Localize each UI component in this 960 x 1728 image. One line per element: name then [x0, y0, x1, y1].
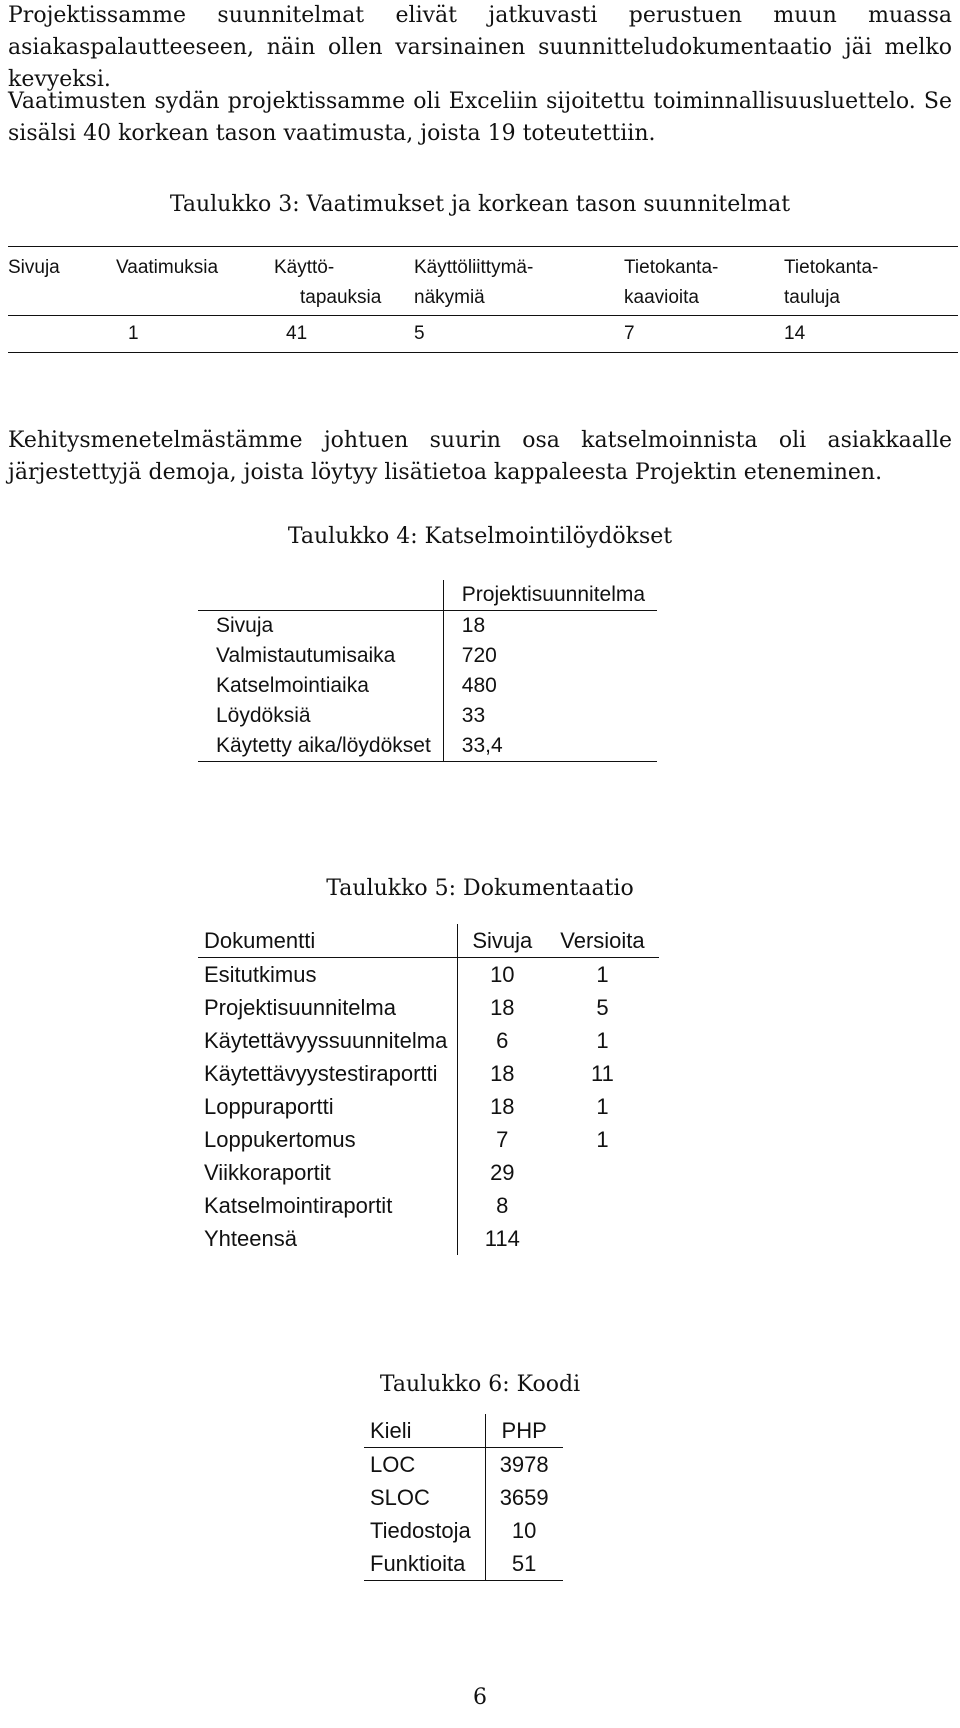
table4-value: 720 — [461, 644, 497, 667]
table5-row — [198, 1057, 659, 1090]
table5-document: Käytettävyyssuunnitelma — [198, 1024, 458, 1057]
table5-row — [198, 991, 659, 1024]
table3-cell: 7 — [624, 323, 635, 344]
table6-label: LOC — [364, 1448, 485, 1482]
table5-header-row — [198, 924, 659, 958]
table5-pages: 7 — [496, 1127, 509, 1152]
page-number: 6 — [473, 1685, 487, 1710]
table5-row — [198, 958, 659, 992]
table5-document: Loppukertomus — [198, 1123, 458, 1156]
table6-code — [364, 1414, 563, 1581]
table5-document: Esitutkimus — [198, 958, 458, 992]
table4-label: Sivuja — [198, 611, 443, 642]
table5-document: Loppuraportti — [198, 1090, 458, 1123]
table6-row — [364, 1514, 563, 1547]
table5-header-versions: Versioita — [560, 928, 645, 953]
table3-header-row — [8, 247, 958, 316]
table5-pages: 6 — [496, 1028, 509, 1053]
table5-versions: 5 — [596, 995, 609, 1020]
table4-review-findings — [198, 580, 657, 762]
table5-row — [198, 1090, 659, 1123]
table6-row — [364, 1448, 563, 1482]
table6-header-row — [364, 1414, 563, 1448]
table5-row — [198, 1156, 659, 1189]
table6-header-language: Kieli — [364, 1414, 485, 1448]
table5-pages: 18 — [490, 1061, 515, 1086]
table5-versions: 1 — [596, 962, 609, 987]
table4-value: 33 — [461, 704, 486, 727]
table5-document: Yhteensä — [198, 1222, 458, 1255]
table5-pages: 10 — [490, 962, 515, 987]
table5-versions — [546, 1156, 658, 1189]
table5-pages: 8 — [496, 1193, 509, 1218]
table4-row — [198, 671, 657, 701]
table4-label: Katselmointiaika — [198, 671, 443, 701]
paragraph-2: Vaatimusten sydän projektissamme oli Exceliin sijoitettu toiminnallisuusluettelo. Se sisälsi 40 korkean tason vaatimusta, joista 19 toteutettiin. — [8, 89, 952, 146]
table4-row — [198, 701, 657, 731]
table6-value: 3659 — [499, 1485, 549, 1510]
table5-versions — [546, 1189, 658, 1222]
table6-label: Funktioita — [364, 1547, 485, 1581]
table5-pages: 29 — [490, 1160, 515, 1185]
table5-versions: 1 — [596, 1028, 609, 1053]
paragraph-1: Projektissamme suunnitelmat elivät jatkuvasti perustuen muun muassa asiakaspalautteeseen, näin ollen varsinainen suunnitteludokumentaatio jäi melko kevyeksi. — [8, 3, 952, 92]
table5-documentation — [198, 924, 659, 1255]
table6-value: 10 — [511, 1518, 537, 1543]
table6-value: 3978 — [499, 1452, 549, 1477]
table3-requirements — [8, 246, 958, 353]
table5-document: Projektisuunnitelma — [198, 991, 458, 1024]
table6-header-php: PHP — [501, 1418, 547, 1443]
table3-header-pages: Sivuja — [8, 257, 60, 278]
table4-row — [198, 731, 657, 762]
table6-row — [364, 1481, 563, 1514]
table4-value: 18 — [461, 614, 486, 637]
table5-document: Käytettävyystestiraportti — [198, 1057, 458, 1090]
table5-caption: Taulukko 5: Dokumentaatio — [326, 876, 634, 901]
table6-row — [364, 1547, 563, 1581]
table6-value: 51 — [511, 1551, 537, 1576]
table6-label: Tiedostoja — [364, 1514, 485, 1547]
table5-document: Katselmointiraportit — [198, 1189, 458, 1222]
table5-row — [198, 1024, 659, 1057]
table4-label: Löydöksiä — [198, 701, 443, 731]
table5-row — [198, 1189, 659, 1222]
table3-caption: Taulukko 3: Vaatimukset ja korkean tason suunnitelmat — [169, 192, 791, 217]
paragraph-3: Kehitysmenetelmästämme johtuen suurin osa katselmoinnista oli asiakkaalle järjestettyjä demoja, joista löytyy lisätietoa kappaleesta Projektin eteneminen. — [8, 428, 952, 485]
table3-cell: 5 — [414, 323, 425, 344]
table4-label: Käytetty aika/löydökset — [198, 731, 443, 762]
table3-header-db-diagrams: Tietokanta- kaavioita — [624, 257, 719, 308]
table3-header-db-tables: Tietokanta- tauluja — [784, 257, 879, 308]
table4-row — [198, 611, 657, 642]
table3-header-use-cases: Käyttö- tapauksia — [274, 257, 382, 308]
table5-pages: 18 — [490, 1094, 515, 1119]
table6-caption: Taulukko 6: Koodi — [379, 1372, 581, 1397]
table3-cell: 41 — [286, 323, 308, 344]
table5-versions — [546, 1222, 658, 1255]
table4-value: 33,4 — [461, 734, 503, 757]
table5-document: Viikkoraportit — [198, 1156, 458, 1189]
table3-header-ui-views: Käyttöliittymä- näkymiä — [414, 257, 534, 308]
table4-header-empty — [198, 580, 443, 611]
table4-label: Valmistautumisaika — [198, 641, 443, 671]
table5-header-pages: Sivuja — [472, 928, 533, 953]
table3-data-row — [8, 316, 958, 353]
table5-pages: 114 — [484, 1226, 520, 1251]
table4-row — [198, 641, 657, 671]
table4-header-row — [198, 580, 657, 611]
table5-header-document: Dokumentti — [198, 924, 458, 958]
table3-cell: 1 — [128, 323, 139, 344]
table5-versions: 11 — [591, 1061, 614, 1086]
table5-pages: 18 — [490, 995, 515, 1020]
table4-caption: Taulukko 4: Katselmointilöydökset — [287, 524, 673, 549]
table5-versions: 1 — [596, 1094, 609, 1119]
table3-header-requirements: Vaatimuksia — [116, 257, 219, 278]
table4-header-project-plan: Projektisuunnitelma — [461, 583, 646, 606]
table4-value: 480 — [461, 674, 497, 697]
table6-label: SLOC — [364, 1481, 485, 1514]
table5-row — [198, 1123, 659, 1156]
table5-row — [198, 1222, 659, 1255]
table5-versions: 1 — [596, 1127, 609, 1152]
table3-cell: 14 — [784, 323, 806, 344]
